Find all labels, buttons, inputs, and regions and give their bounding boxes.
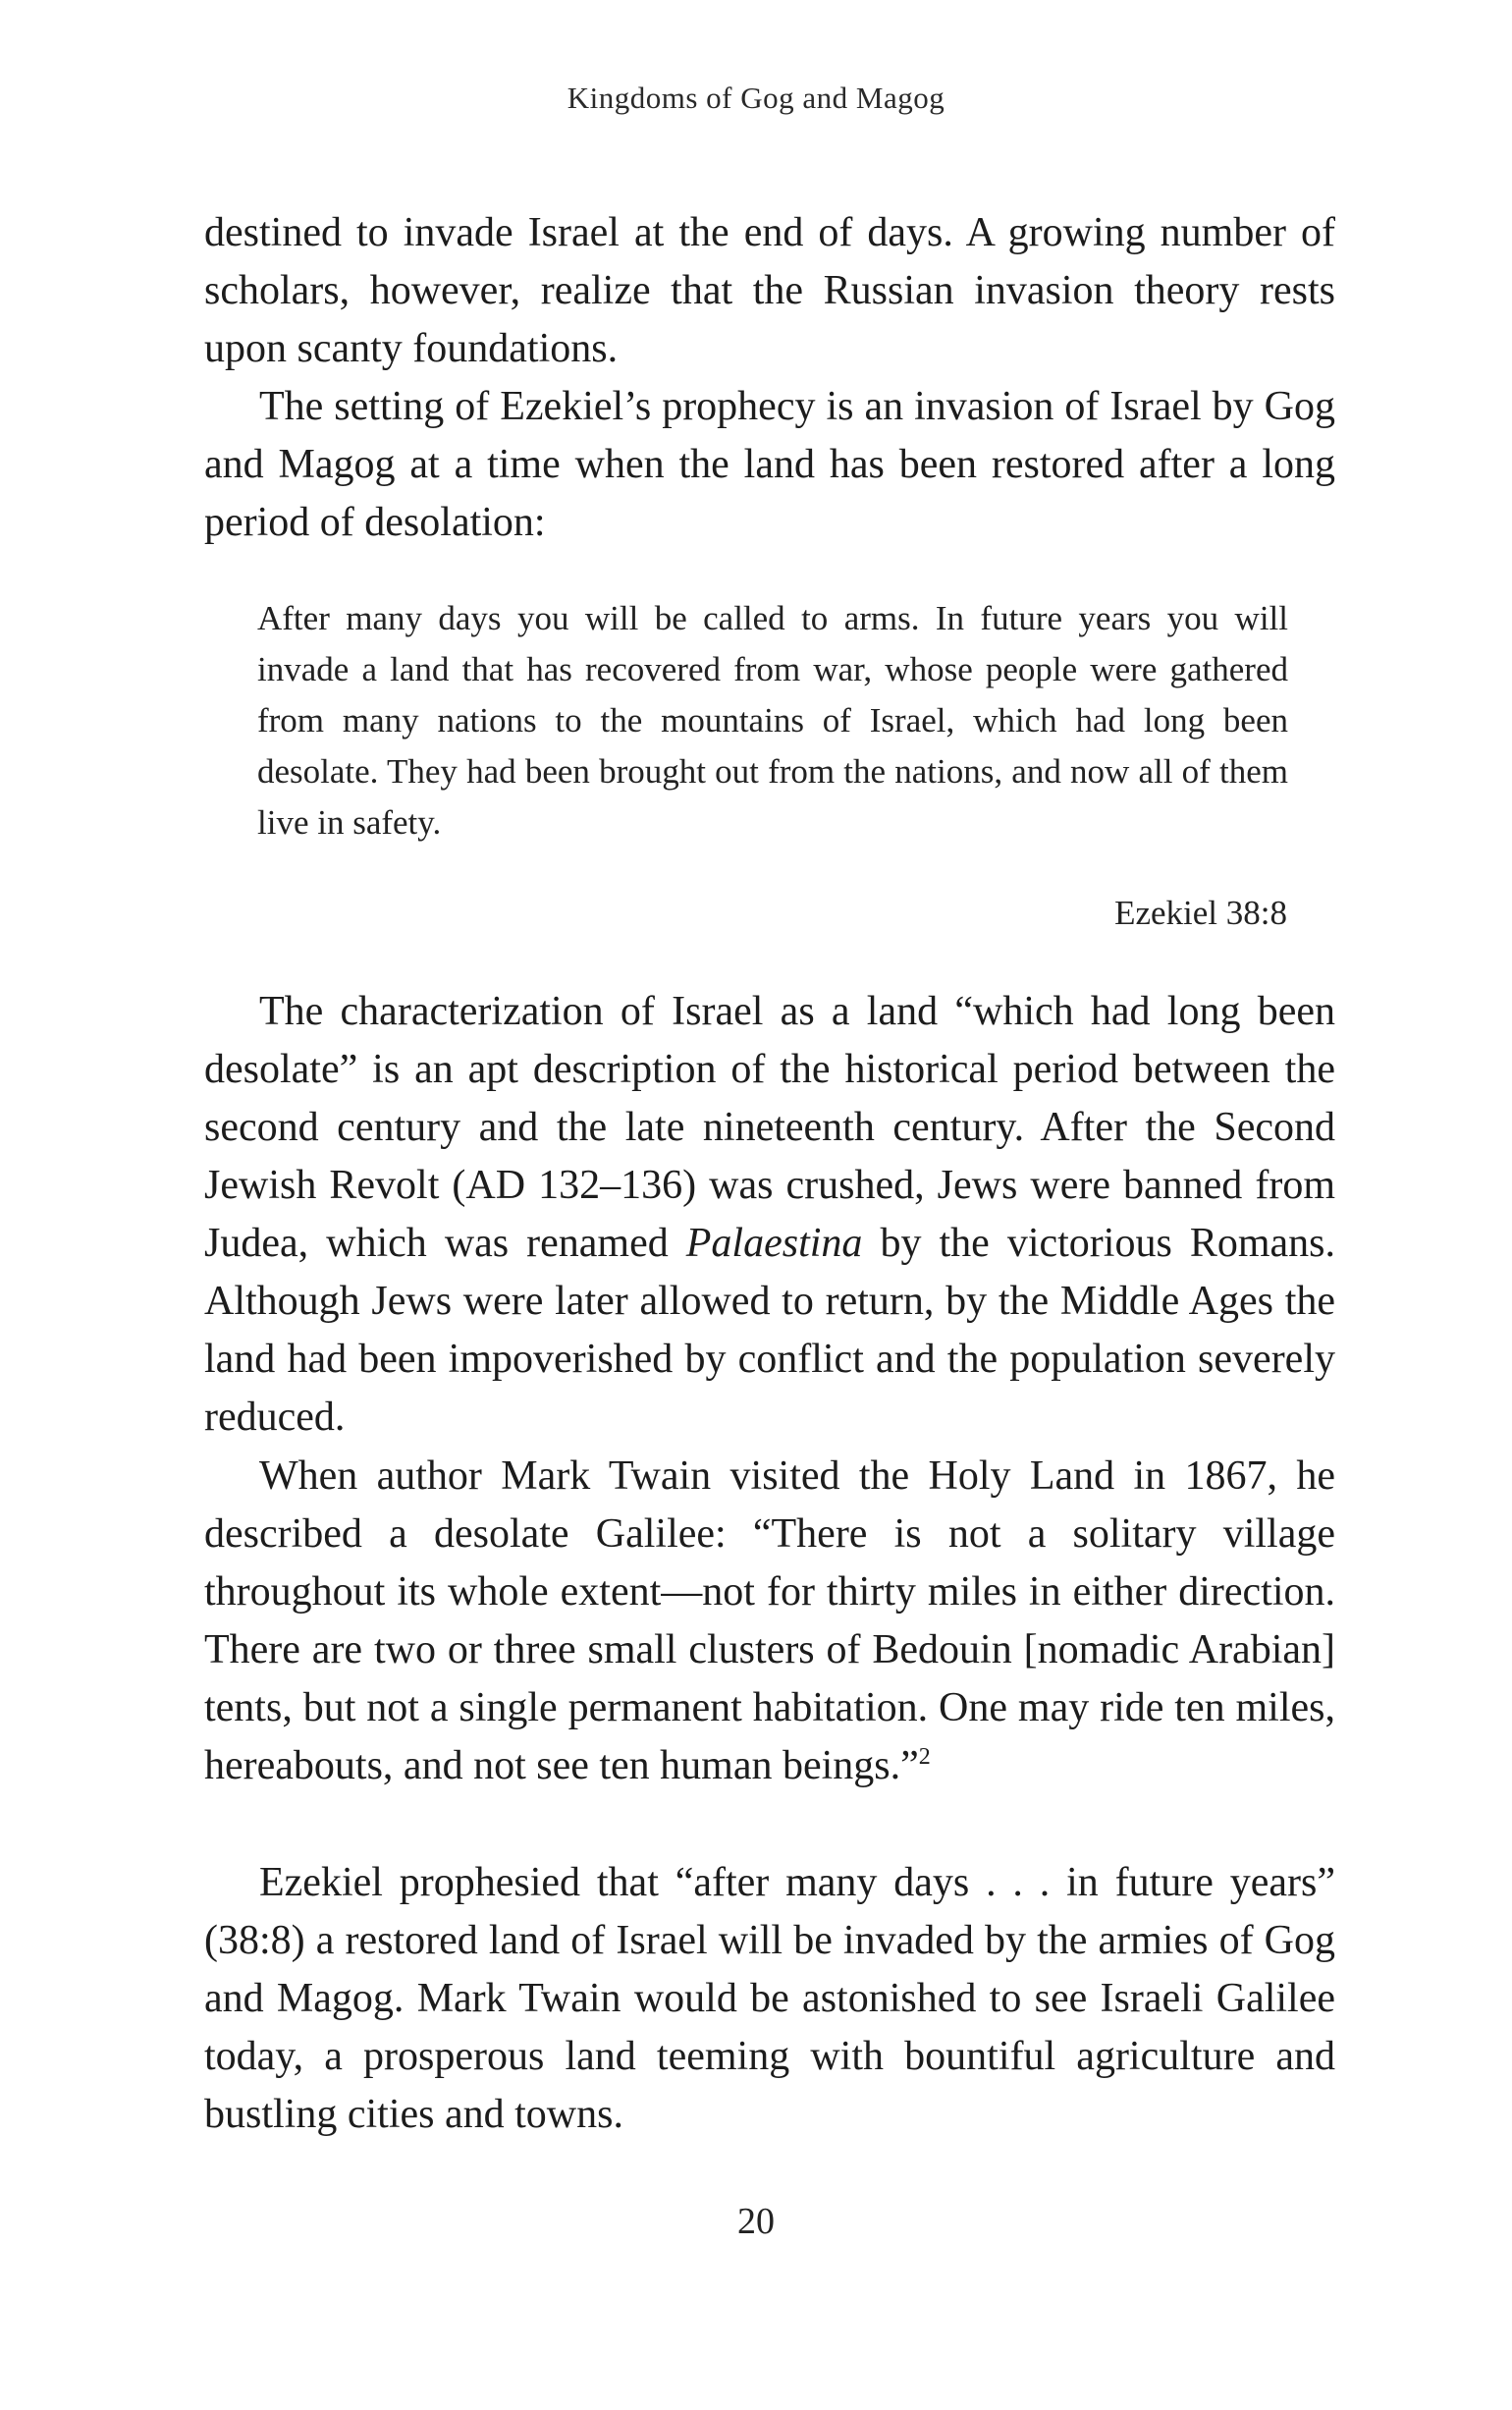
paragraph-text-part: by the victorious Romans. Although Jews were later allowed to return, by the Middle Ages the land had been impoverished by conflict and the population severely reduced. [204,1221,1335,1440]
paragraph-text: destined to invade Israel at the end of days. A growing number of scholars, however, realize that the Russian invasion theory rests upon scanty foundations. [204,210,1335,371]
paragraph-text [204,1448,1335,1795]
paragraph-text: Ezekiel prophesied that “after many days . . . in future years” (38:8) a restored land of Israel will be invaded by the armies of Gog and Magog. Mark Twain would be astonished to see Israeli Galilee today, a prosperous land teeming with bountiful agriculture and bustling cities and towns. [204,1860,1335,2137]
page-number: 20 [737,2201,775,2242]
body-paragraph-3 [204,983,1335,1447]
body-paragraph-5 [204,1854,1335,2144]
paragraph-text: The setting of Ezekiel’s prophecy is an invasion of Israel by Gog and Magog at a time when the land has been restored after a long period of desolation: [204,384,1335,545]
body-paragraph-1 [204,204,1335,378]
quote-citation: Ezekiel 38:8 [1114,894,1287,932]
body-paragraph-2 [204,378,1335,552]
body-paragraph-4 [204,1448,1335,1795]
paragraph-text [204,983,1335,1447]
block-quote-text: After many days you will be called to arms. In future years you will invade a land that has recovered from war, whose people were gathered from many nations to the mountains of Israel, which had long been desolate. They had been brought out from the nations, and now all of them live in safety. [257,599,1288,842]
scripture-block-quote [257,593,1288,849]
footnote-reference[interactable]: 2 [918,1744,931,1770]
running-head: Kingdoms of Gog and Magog [567,81,945,115]
italic-term: Palaestina [685,1221,863,1266]
paragraph-text-part: The characterization of Israel as a land “which had long been desolate” is an apt description of the historical period between the second century and the late nineteenth century. After the Second Jewish Revolt (AD 132–136) was crushed, Jews were banned from Judea, which was renamed [204,989,1335,1266]
paragraph-text-part: When author Mark Twain visited the Holy Land in 1867, he described a desolate Galilee: “There is not a solitary village throughout its whole extent—not for thirty miles in either direction. There are two or three small clusters of Bedouin [nomadic Arabian] tents, but not a single permanent habitation. One may ride ten miles, hereabouts, and not see ten human beings.” [204,1453,1335,1788]
